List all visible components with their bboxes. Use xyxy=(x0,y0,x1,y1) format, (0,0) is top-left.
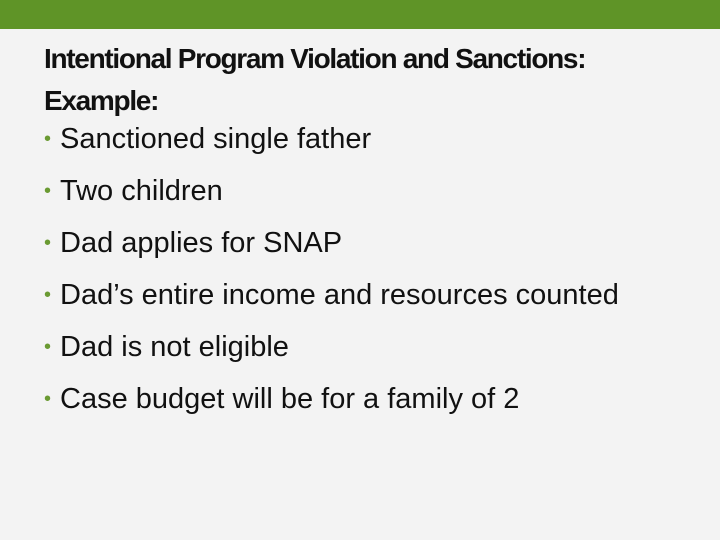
bullet-dot-icon: • xyxy=(44,128,52,150)
bullet-list xyxy=(44,122,694,417)
bullet-text: Sanctioned single father xyxy=(60,123,372,155)
bullet-item xyxy=(44,226,694,261)
bullet-item xyxy=(44,382,694,417)
bullet-dot-icon: • xyxy=(44,388,52,410)
bullet-item xyxy=(44,278,694,313)
bullet-item xyxy=(44,330,694,365)
bullet-text: Case budget will be for a family of 2 xyxy=(60,383,520,415)
slide-title xyxy=(44,38,694,122)
bullet-item xyxy=(44,174,694,209)
bullet-item xyxy=(44,122,694,157)
header-accent-bar xyxy=(0,0,720,29)
bullet-dot-icon: • xyxy=(44,336,52,358)
slide-title-line-2: Example: xyxy=(44,85,159,116)
bullet-text: Dad is not eligible xyxy=(60,331,289,363)
slide-content xyxy=(44,38,694,417)
bullet-dot-icon: • xyxy=(44,232,52,254)
bullet-dot-icon: • xyxy=(44,180,52,202)
bullet-text: Dad’s entire income and resources counted xyxy=(60,279,619,311)
slide-title-line-1: Intentional Program Violation and Sanctions: xyxy=(44,43,586,74)
bullet-text: Two children xyxy=(60,175,223,207)
bullet-text: Dad applies for SNAP xyxy=(60,227,343,259)
bullet-dot-icon: • xyxy=(44,284,52,306)
